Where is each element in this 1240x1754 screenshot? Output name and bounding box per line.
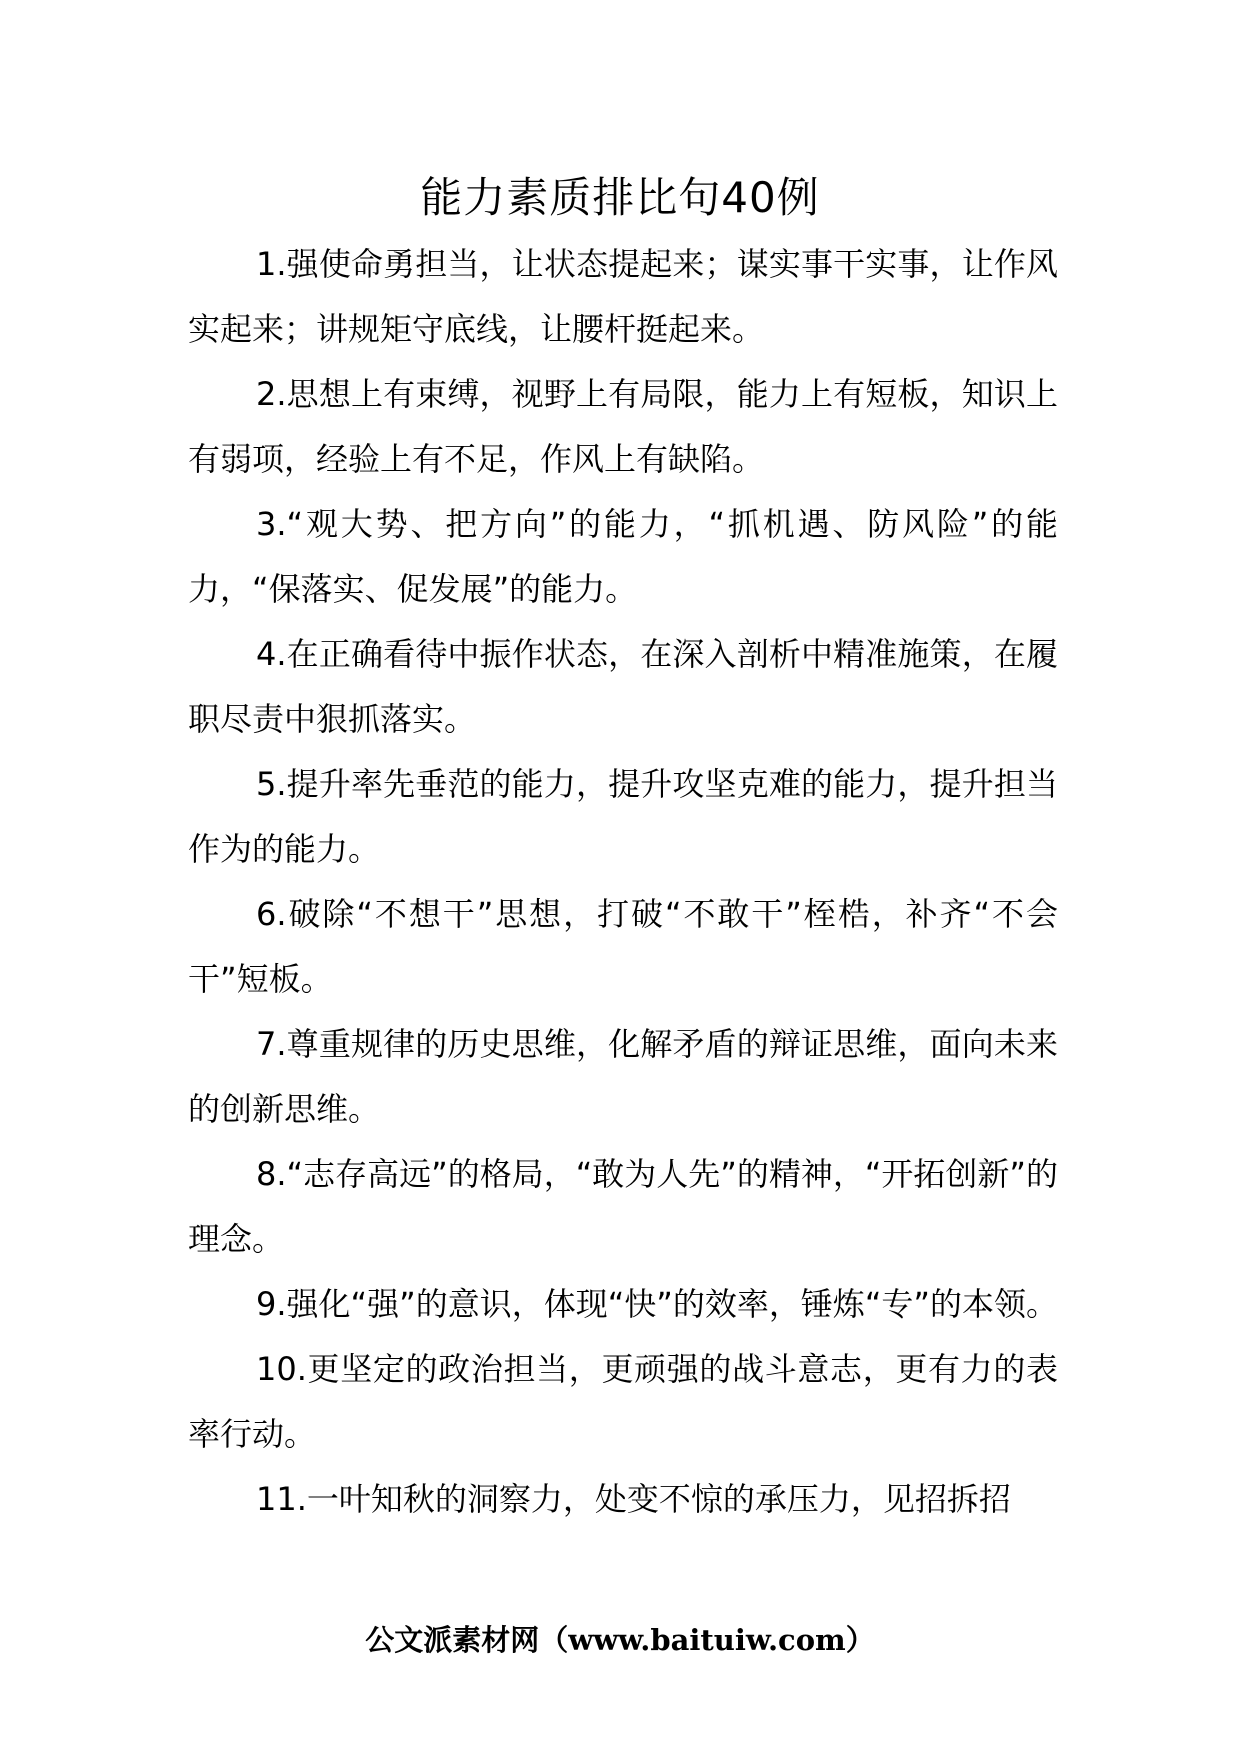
paragraph-11: 11.一叶知秋的洞察力，处变不惊的承压力，见招拆招 xyxy=(256,1480,1011,1518)
paragraph-7: 7.尊重规律的历史思维，化解矛盾的辩证思维，面向未来的创新思维。 xyxy=(188,1025,1058,1128)
paragraph-3: 3.“观大势、把方向”的能力，“抓机遇、防风险”的能力，“保落实、促发展”的能力。 xyxy=(188,505,1058,608)
paragraph-1: 1.强使命勇担当，让状态提起来；谋实事干实事，让作风实起来；讲规矩守底线，让腰杆挺起来。 xyxy=(188,245,1058,348)
document-title: 能力素质排比句40例 xyxy=(420,173,820,222)
paragraph-5: 5.提升率先垂范的能力，提升攻坚克难的能力，提升担当作为的能力。 xyxy=(188,765,1058,868)
paragraph-10: 10.更坚定的政治担当，更顽强的战斗意志，更有力的表率行动。 xyxy=(188,1350,1058,1453)
document-body xyxy=(188,232,1058,1532)
paragraph-4: 4.在正确看待中振作状态，在深入剖析中精准施策，在履职尽责中狠抓落实。 xyxy=(188,635,1058,738)
paragraph-9: 9.强化“强”的意识，体现“快”的效率，锤炼“专”的本领。 xyxy=(256,1285,1059,1323)
paragraph-8: 8.“志存高远”的格局，“敢为人先”的精神，“开拓创新”的理念。 xyxy=(188,1155,1059,1258)
paragraph-6: 6.破除“不想干”思想，打破“不敢干”桎梏，补齐“不会干”短板。 xyxy=(188,895,1058,998)
footer-source-credit: 公文派素材网（www.baituiw.com） xyxy=(365,1623,875,1657)
paragraph-2: 2.思想上有束缚，视野上有局限，能力上有短板，知识上有弱项，经验上有不足，作风上有缺陷。 xyxy=(188,375,1058,478)
